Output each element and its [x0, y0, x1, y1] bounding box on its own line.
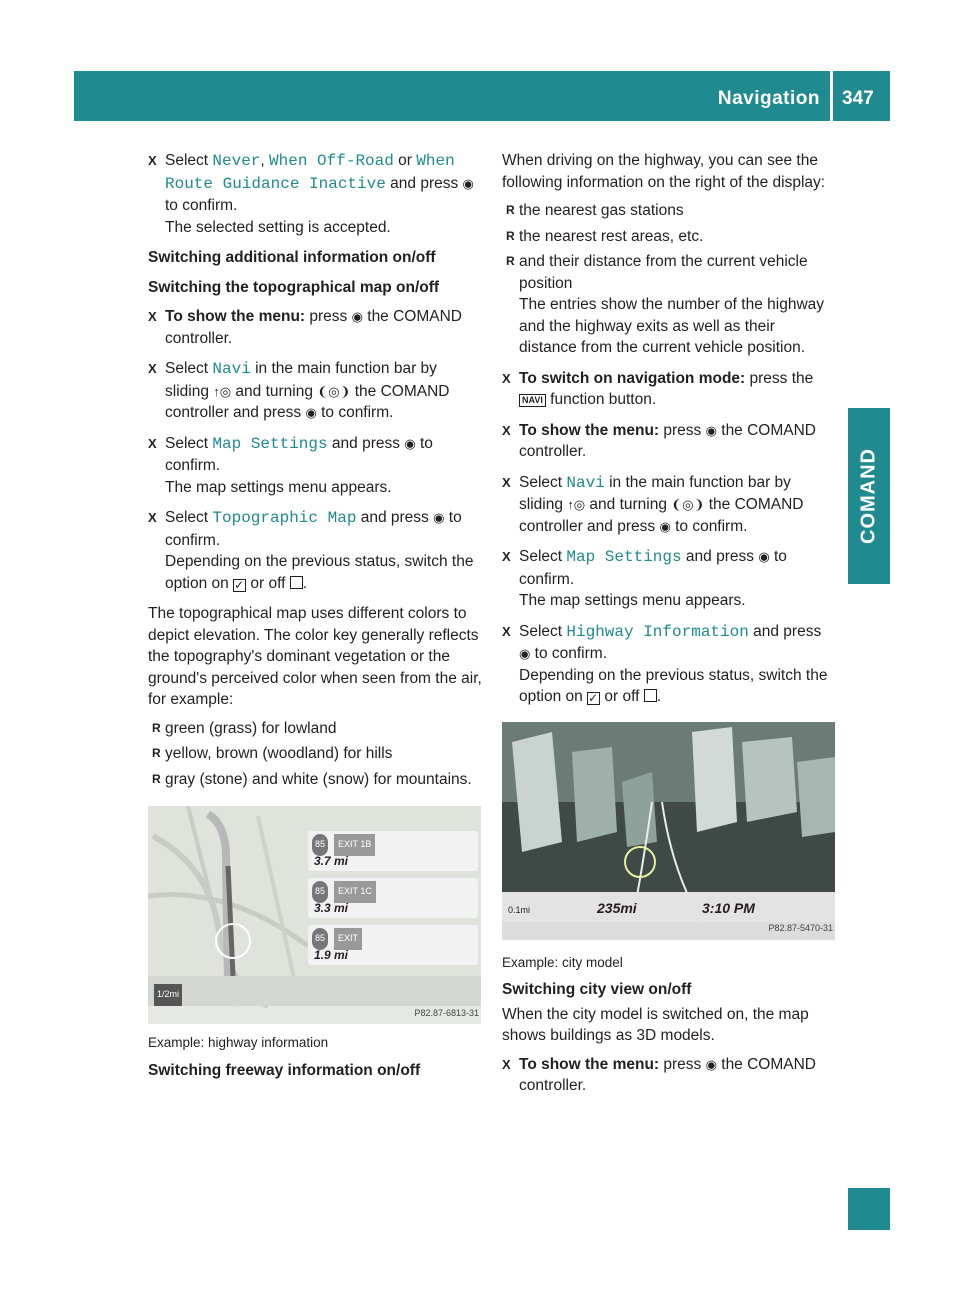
figure-caption: Example: city model: [502, 954, 623, 970]
header-separator: [830, 71, 833, 121]
checkbox-checked-icon: ✓: [234, 577, 245, 592]
option-when-off-road: When Off-Road: [269, 152, 394, 170]
left-column: [148, 150, 482, 1089]
exit-distance: 3.7 mi: [314, 854, 349, 868]
controller-press-icon: ◉: [404, 435, 416, 451]
option-navi: Navi: [566, 473, 605, 492]
option-when-route-guidance-inactive: When Route Guidance Inactive: [165, 152, 455, 193]
navi-button-icon: NAVI: [519, 394, 546, 407]
controller-press-icon: ◉: [758, 549, 770, 564]
step: X Select Navi in the main function bar by sliding ↑◎ and turning ❨◎❩ the COMAND controller and press ◉ to confirm.: [502, 472, 836, 538]
exit-list: [308, 831, 478, 965]
list-item: [308, 831, 478, 871]
city-svg: [502, 722, 835, 940]
route-shield: 85: [312, 834, 328, 856]
controller-press-icon: ◉: [705, 422, 717, 438]
exit-label: EXIT 1C: [334, 881, 376, 903]
controller-press-icon: ◉: [433, 510, 445, 525]
step: X To show the menu: press ◉ the COMAND controller.: [148, 306, 482, 349]
list-item: R yellow, brown (woodland) for hills: [148, 743, 482, 765]
option-navi: Navi: [212, 360, 251, 378]
step-result: The map settings menu appears.: [519, 592, 746, 609]
list-item: R and their distance from the current vehicle position The entries show the number of the highway and the highway exits as well as their distance from the current vehicle position.: [502, 251, 836, 359]
highway-info-figure: [148, 806, 481, 1024]
right-column: [502, 150, 836, 1106]
figure-caption: Example: highway information: [148, 1035, 329, 1050]
list-item-note: The entries show the number of the highway and the highway exits as well as their distance from the current vehicle position.: [519, 296, 825, 356]
route-shield: 85: [312, 881, 328, 903]
option-topographic-map: Topographic Map: [212, 509, 357, 527]
paragraph: The topographical map uses different colors to depict elevation. The color key generally reflects the topography's dominant vegetation or the ground's perceived color when seen from the air, for example:: [148, 605, 482, 708]
step-result: The map settings menu appears.: [165, 478, 392, 496]
step: X Select Highway Information and press ◉ to confirm. Depending on the previous status, switch the option on ✓ or off .: [502, 621, 836, 708]
controller-press-icon: ◉: [305, 405, 317, 420]
step: X Select Map Settings and press ◉ to confirm. The map settings menu appears.: [502, 546, 836, 612]
map-scale: 0.1mi: [508, 904, 531, 915]
exit-label: EXIT 1B: [334, 834, 375, 856]
checkbox-empty-icon: [290, 576, 303, 589]
section-heading: Switching city view on/off: [502, 981, 692, 998]
controller-press-icon: ◉: [705, 1056, 717, 1072]
step-result: The selected setting is accepted.: [165, 218, 391, 236]
list-item: R the nearest gas stations: [502, 200, 836, 222]
step: X To show the menu: press ◉ the COMAND controller.: [502, 420, 836, 463]
chapter-tab: [848, 408, 890, 584]
chapter-tab-label: COMAND: [857, 448, 880, 544]
option-map-settings: Map Settings: [212, 434, 328, 453]
map-scale: 1/2mi: [154, 984, 182, 1006]
list-item: R the nearest rest areas, etc.: [502, 226, 836, 248]
checkbox-checked-icon: ✓: [588, 691, 599, 705]
controller-turn-icon: ❨◎❩: [671, 497, 705, 512]
distance-readout: 235mi: [597, 899, 637, 916]
step: X Select Never, When Off-Road or When Route Guidance Inactive and press ◉ to confirm. The selected setting is accepted.: [148, 150, 482, 238]
section-heading: Switching additional information on/off: [148, 249, 436, 266]
step: X To show the menu: press ◉ the COMAND controller.: [502, 1054, 836, 1097]
page-number: 347: [842, 88, 874, 109]
step: X Select Map Settings and press ◉ to confirm. The map settings menu appears.: [148, 433, 482, 499]
controller-press-icon: ◉: [351, 309, 363, 324]
time-readout: 3:10 PM: [702, 899, 755, 916]
exit-distance: 1.9 mi: [314, 948, 349, 962]
section-heading: Switching the topographical map on/off: [148, 278, 440, 296]
list-item: R green (grass) for lowland: [148, 718, 482, 740]
option-highway-information: Highway Information: [566, 622, 749, 641]
step: X To switch on navigation mode: press the NAVI function button.: [502, 368, 836, 411]
controller-press-icon: ◉: [462, 175, 474, 191]
controller-slide-icon: ↑◎: [567, 497, 586, 512]
figure-code: P82.87-5470-31: [768, 923, 833, 933]
step: X Select Topographic Map and press ◉ to confirm. Depending on the previous status, switch the option on ✓ or off .: [148, 507, 482, 594]
city-model-figure: [502, 722, 835, 940]
list-item: R gray (stone) and white (snow) for mountains.: [148, 769, 482, 791]
figure-code: P82.87-6813-31: [414, 1007, 479, 1018]
list-item: [308, 878, 478, 918]
controller-slide-icon: ↑◎: [213, 383, 232, 399]
exit-distance: 3.3 mi: [314, 901, 349, 915]
checkbox-empty-icon: [644, 689, 657, 702]
list-item: [308, 925, 478, 965]
controller-press-icon: ◉: [519, 646, 531, 661]
option-map-settings: Map Settings: [566, 548, 682, 566]
corner-marker: [848, 1188, 890, 1230]
paragraph: When the city model is switched on, the map shows buildings as 3D models.: [502, 1005, 809, 1044]
section-title: Navigation: [717, 88, 820, 109]
controller-turn-icon: ❨◎❩: [317, 383, 351, 399]
section-heading: Switching freeway information on/off: [148, 1061, 421, 1079]
step: X Select Navi in the main function bar by sliding ↑◎ and turning ❨◎❩ the COMAND controller and press ◉ to confirm.: [148, 358, 482, 424]
controller-press-icon: ◉: [659, 518, 671, 534]
option-never: Never: [212, 152, 261, 170]
exit-label: EXIT: [334, 928, 362, 950]
route-shield: 85: [312, 928, 328, 950]
paragraph: When driving on the highway, you can see the following information on the right of the display:: [502, 152, 826, 191]
